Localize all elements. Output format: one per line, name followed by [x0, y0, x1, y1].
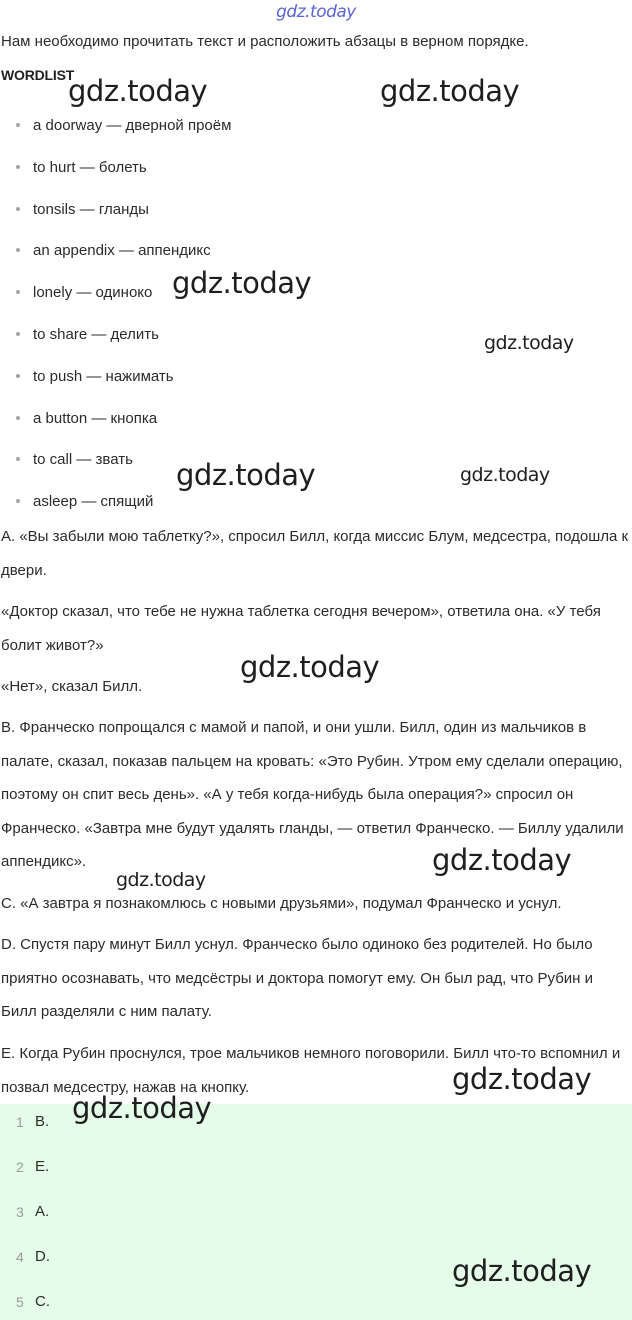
bullet-icon [16, 457, 20, 461]
watermark: gdz.today [68, 74, 208, 108]
bullet-icon [16, 248, 20, 252]
watermark: gdz.today [452, 1254, 592, 1288]
watermark: gdz.today [460, 464, 550, 486]
bullet-icon [16, 332, 20, 336]
wordlist-item: lonely — одиноко [0, 272, 231, 314]
site-logo[interactable]: gdz.today [276, 2, 356, 22]
watermark: gdz.today [72, 1091, 212, 1125]
wordlist-item: to hurt — болеть [0, 147, 231, 189]
paragraph-a: A. «Вы забыли мою таблетку?», спросил Билл, когда миссис Блум, медсестра, подошла к двери. [1, 528, 629, 579]
watermark: gdz.today [452, 1062, 592, 1096]
wordlist-heading: WORDLIST [1, 67, 75, 83]
answer-value: B. [35, 1113, 50, 1130]
wordlist-item: to share — делить [0, 314, 231, 356]
wordlist-item: a doorway — дверной проём [0, 105, 231, 147]
answer-number: 3 [16, 1204, 24, 1220]
watermark: gdz.today [172, 266, 312, 300]
paragraph-e: E. Когда Рубин проснулся, трое мальчиков немного поговорили. Билл что-то вспомнил и позвал медсестру, нажав на кнопку. [1, 1045, 621, 1096]
answer-number: 4 [16, 1249, 24, 1265]
bullet-icon [16, 499, 20, 503]
answer-value: E. [35, 1158, 50, 1175]
wordlist-item: to push — нажимать [0, 356, 231, 398]
answer-value: D. [35, 1248, 50, 1265]
bullet-icon [16, 290, 20, 294]
bullet-icon [16, 123, 20, 127]
answer-number: 5 [16, 1294, 24, 1310]
paragraph-b: B. Франческо попрощался с мамой и папой, и они ушли. Билл, один из мальчиков в палате, сказал, показав пальцем на кровать: «Это Рубин. Утром ему сделали операцию, поэтому он спит весь день». «А у тебя когда-нибудь была операция?» спросил он Франческо. «Завтра мне будут удалять гланды, — ответил Франческо. — Биллу удалили аппендикс». [1, 719, 624, 870]
watermark: gdz.today [432, 843, 572, 877]
watermark: gdz.today [240, 650, 380, 684]
answer-number: 2 [16, 1159, 24, 1175]
watermark: gdz.today [176, 458, 316, 492]
wordlist-item: an appendix — аппендикс [0, 230, 231, 272]
watermark: gdz.today [484, 332, 574, 354]
wordlist-item: a button — кнопка [0, 398, 231, 440]
wordlist-item: tonsils — гланды [0, 189, 231, 231]
answer-value: C. [35, 1293, 50, 1310]
paragraph-c: C. «А завтра я познакомлюсь с новыми друзьями», подумал Франческо и уснул. [1, 895, 562, 912]
bullet-icon [16, 207, 20, 211]
bullet-icon [16, 416, 20, 420]
paragraph-a-end: «Нет», сказал Билл. [1, 678, 143, 695]
bullet-icon [16, 165, 20, 169]
answer-value: A. [35, 1203, 50, 1220]
answer-number: 1 [16, 1114, 24, 1130]
task-instruction: Нам необходимо прочитать текст и расположить абзацы в верном порядке. [1, 33, 529, 50]
watermark: gdz.today [380, 74, 520, 108]
paragraph-d: D. Спустя пару минут Билл уснул. Франческо было одиноко без родителей. Но было приятно осознавать, что медсёстры и доктора помогут ему. Он был рад, что Рубин и Билл разделяли с ним палату. [1, 936, 593, 1020]
paragraph-a-reply: «Доктор сказал, что тебе не нужна таблетка сегодня вечером», ответила она. «У тебя болит живот?» [1, 603, 601, 654]
watermark: gdz.today [116, 869, 206, 891]
wordlist-item: asleep — спящий [0, 481, 231, 523]
wordlist-item: to call — звать [0, 439, 231, 481]
bullet-icon [16, 374, 20, 378]
